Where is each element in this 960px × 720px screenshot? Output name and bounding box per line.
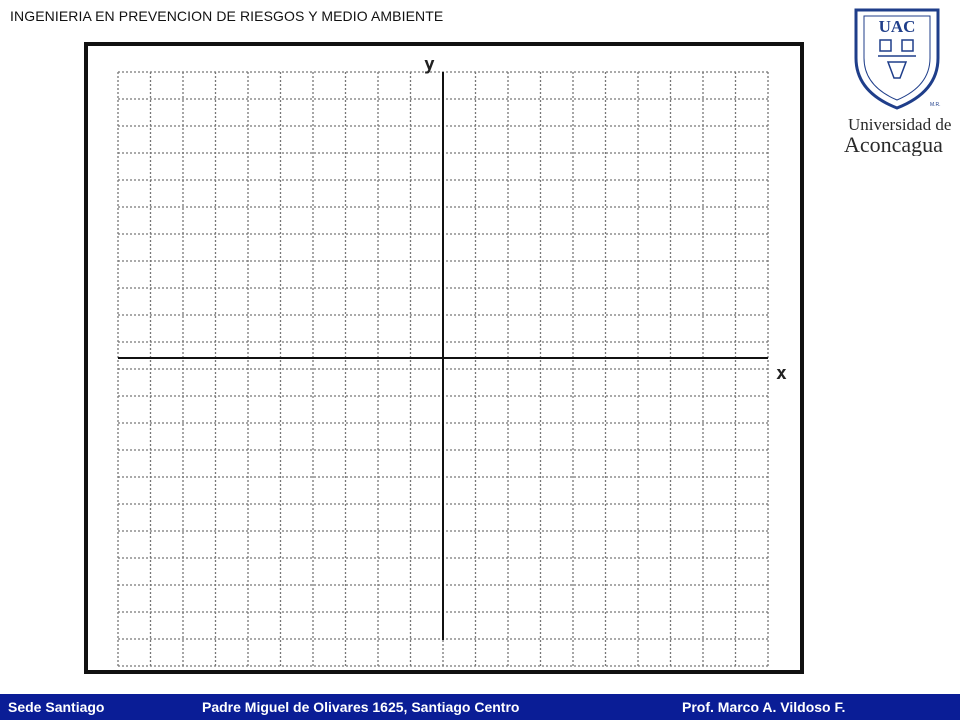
- y-axis-label: y: [424, 54, 435, 75]
- logo-mark: M.R.: [930, 102, 941, 108]
- university-logo: [842, 6, 960, 156]
- cartesian-grid: [84, 42, 804, 674]
- logo-wordmark-2: Aconcagua: [844, 132, 943, 156]
- footer-bar: [0, 694, 960, 720]
- logo-acronym: UAC: [878, 17, 916, 36]
- x-axis-label: x: [776, 363, 787, 384]
- footer-address: Padre Miguel de Olivares 1625, Santiago Centro: [202, 699, 520, 715]
- logo-wordmark-1: Universidad de: [848, 115, 952, 134]
- footer-campus: Sede Santiago: [8, 699, 105, 715]
- page-title: INGENIERIA EN PREVENCION DE RIESGOS Y MEDIO AMBIENTE: [10, 8, 444, 24]
- footer-professor: Prof. Marco A. Vildoso F.: [682, 699, 846, 715]
